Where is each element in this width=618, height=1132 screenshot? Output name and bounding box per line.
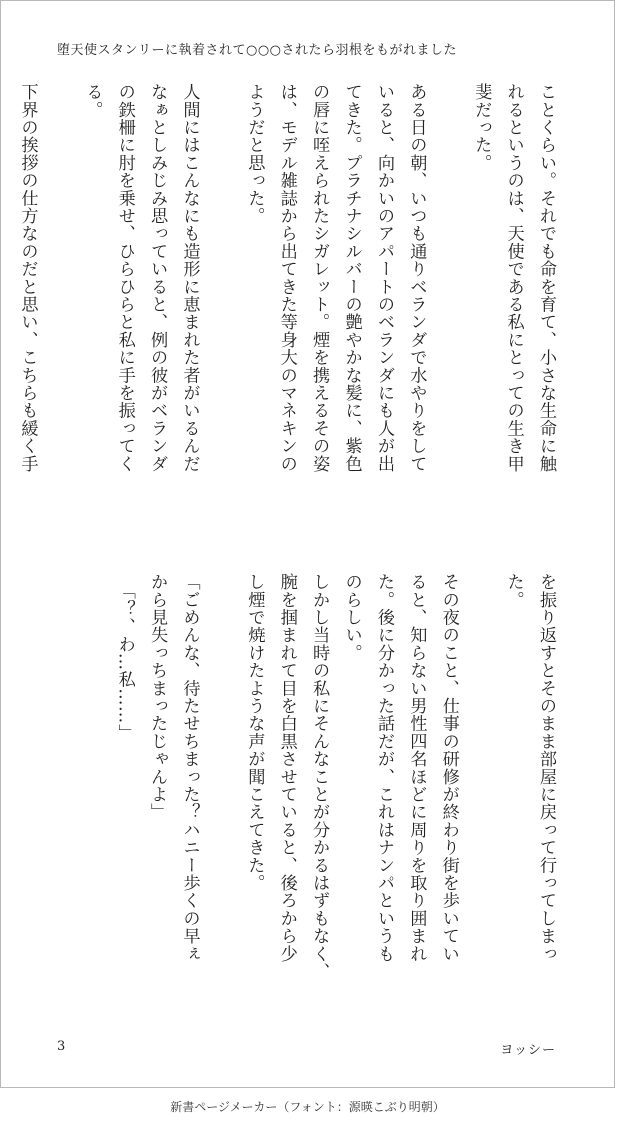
text-line: ようだと思った。 xyxy=(244,83,265,225)
text-line: ある日の朝、いつも通りベランダで水やりをして xyxy=(406,83,427,473)
text-line: 人間にはこんなにも造形に恵まれた者がいるんだ xyxy=(179,83,200,473)
text-line: た。 xyxy=(503,573,524,609)
text-line: る。 xyxy=(82,83,103,119)
text-line: から見失っちまったじゃんよ」 xyxy=(147,573,168,821)
text-line: 腕を掴まれて目を白黒させていると、後ろから少 xyxy=(276,573,297,963)
page-number: 3 xyxy=(57,1039,66,1054)
lower-text-column xyxy=(52,573,562,1018)
text-line xyxy=(432,83,464,523)
text-line: ことくらい。それでも命を育て、小さな生命に触 xyxy=(536,83,556,473)
text-line: のらしい。 xyxy=(341,573,362,662)
text-line: れるというのは、天使である私にとっての生き甲 xyxy=(503,83,524,473)
generator-credit: 新書ページメーカー（フォント：源暎こぶり明朝） xyxy=(170,1100,445,1114)
text-line: てきた。プラチナシルバーの艶やかな髪に、紫色 xyxy=(341,83,362,473)
text-line: の唇に咥えられたシガレット。煙を携えるその姿 xyxy=(309,83,330,473)
text-line xyxy=(44,83,76,523)
text-line: の鉄柵に肘を乗せ、ひらひらと私に手を振ってく xyxy=(114,83,135,473)
upper-text-column xyxy=(17,83,562,523)
text-line: しかし当時の私にそんなことが分かるはずもなく、 xyxy=(309,573,330,981)
text-line: なぁとしみじみ思っていると、例の彼がベランダ xyxy=(147,83,168,473)
text-line xyxy=(465,573,497,1018)
text-line: 「？、わ…私……」 xyxy=(114,573,135,742)
text-line: し煙で焼けたような声が聞こえてきた。 xyxy=(244,573,265,892)
text-line: 斐だった。 xyxy=(471,83,492,172)
author-name: ヨッシー xyxy=(500,1043,556,1058)
text-line: は、モデル雑誌から出てきた等身大のマネキンの xyxy=(276,83,297,473)
text-line: ると、知らない男性四名ほどに周りを取り囲まれ xyxy=(406,573,427,963)
text-line: た。後に分かった話だが、これはナンパというも xyxy=(373,573,394,963)
text-line xyxy=(206,83,238,523)
text-line: を振り返すとそのまま部屋に戻って行ってしまっ xyxy=(536,573,556,963)
text-line: 下界の挨拶の仕方なのだと思い、こちらも緩く手 xyxy=(17,83,38,473)
text-line: いると、向かいのアパートのベランダにも人が出 xyxy=(373,83,394,473)
text-line xyxy=(206,573,238,1018)
book-title: 堕天使スタンリーに執着されて○○○されたら羽根をもがれました xyxy=(57,43,458,58)
text-line: その夜のこと、仕事の研修が終わり街を歩いてい xyxy=(438,573,459,963)
text-line: 「ごめんな、待たせちまった？ハニー歩くの早ぇ xyxy=(179,573,200,963)
